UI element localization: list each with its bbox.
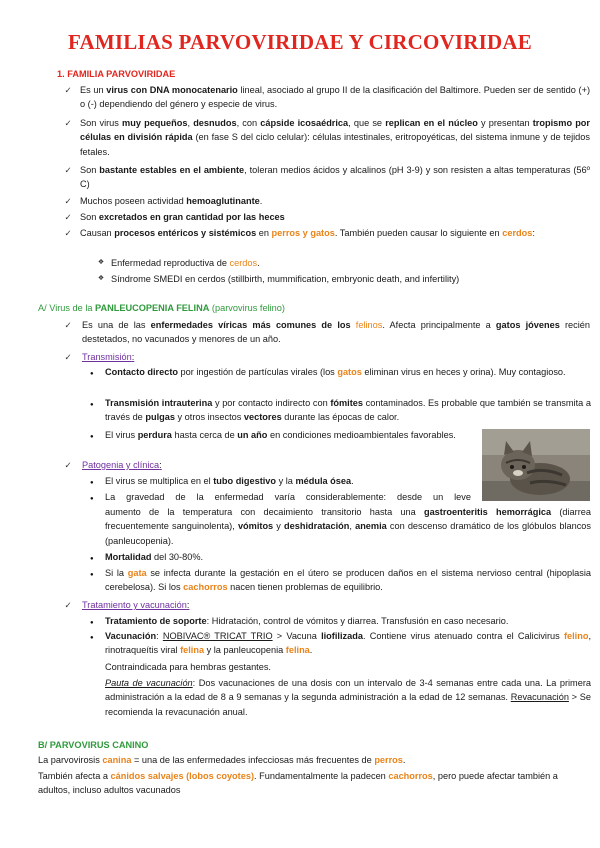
paragraph: También afecta a cánidos salvajes (lobos coyotes). Fundamentalmente la padecen cachorros, pero puede afectar también a adultos, incluso adultos vacunados	[38, 771, 558, 796]
list-item: Contacto directo por ingestión de partículas virales (los gatos eliminan virus en heces y orina). Muy contagioso.	[105, 367, 566, 377]
list-item: Es un virus con DNA monocatenario lineal, asociado al grupo II de la clasificación del Baltimore. Pueden ser de sentido (+) o (-) dependiendo del género y especie de virus.	[80, 85, 590, 110]
diamond-bullet-icon	[96, 256, 106, 270]
list-item-continuation: aumento de la temperatura con decaimiento transitorio hasta una gastroenteritis hemorrágica (diarrea frecuentemente sanguinolenta), vómitos y deshidratación, anemia con descenso dramático de los glóbulos blancos (panleucopenia).	[105, 507, 591, 546]
check-icon	[62, 210, 74, 224]
bullet-icon	[90, 428, 94, 444]
section-heading-panleucopenia: A/ Virus de la PANLEUCOPENIA FELINA (parvovirus felino)	[38, 303, 285, 313]
list-item: Son bastante estables en el ambiente, toleran medios ácidos y alcalinos (pH 3-9) y son resisten a altas temperaturas (56º C)	[80, 165, 591, 190]
list-item: Tratamiento de soporte: Hidratación, control de vómitos y diarrea. Transfusión en caso necesario.	[105, 616, 509, 626]
check-icon	[62, 458, 74, 472]
diamond-bullet-icon	[96, 272, 106, 286]
section-heading-parvoviridae: 1. FAMILIA PARVOVIRIDAE	[57, 69, 176, 79]
page-title: FAMILIAS PARVOVIRIDAE Y CIRCOVIRIDAE	[68, 30, 532, 54]
check-icon	[62, 226, 74, 240]
sub-list-item: Enfermedad reproductiva de cerdos.	[111, 258, 260, 268]
bullet-icon	[90, 566, 94, 582]
list-item: El virus se multiplica en el tubo digestivo y la médula ósea.	[105, 476, 354, 486]
list-item: Transmisión intrauterina y por contacto indirecto con fómites contaminados. Es probable que también se transmita a través de pulgas y otros insectos vectores durante las épocas de calor.	[105, 398, 592, 423]
bullet-icon	[90, 365, 94, 381]
vaccination-schedule: Pauta de vacunación: Dos vacunaciones de una dosis con un intervalo de 3-4 semanas entre cada una. La primera administración a la edad de 8 a 9 semanas y la segunda administración a la edad de 12 semanas. Revacunación > Se recomienda la revacunación anual.	[105, 678, 591, 717]
check-icon	[62, 163, 74, 177]
list-item: Vacunación: NOBIVAC® TRICAT TRIO > Vacuna liofilizada. Contiene virus atenuado contra el Calicivirus felino, rinotraqueítis viral felina y la panleucopenia felina.	[105, 631, 591, 656]
bullet-icon	[90, 614, 94, 630]
sub-list-item: Síndrome SMEDI en cerdos (stillbirth, mummification, embryonic death, and infertility)	[111, 274, 460, 284]
tratamiento-heading: Tratamiento y vacunación:	[82, 600, 190, 610]
kitten-photo	[482, 429, 590, 501]
list-item: Si la gata se infecta durante la gestación en el útero se producen daños en el sistema nervioso central (hipoplasia cerebelosa). Si los cachorros nacen tienen problemas de equilibrio.	[105, 568, 591, 593]
list-item: Mortalidad del 30-80%.	[105, 552, 204, 562]
check-icon	[62, 318, 74, 332]
bullet-icon	[90, 396, 94, 412]
check-icon	[62, 83, 74, 97]
list-item: Son virus muy pequeños, desnudos, con cápside icosaédrica, que se replican en el núcleo y presentan tropismo por células en división rápida (en fase S del ciclo celular): células intestinales, eritropoyéticas, del sistema inmune y de tejidos fetales.	[80, 118, 590, 157]
list-item: Es una de las enfermedades víricas más comunes de los felinos. Afecta principalmente a gatos jóvenes recién destetados, no vacunados y menores de un año.	[82, 320, 590, 345]
check-icon	[62, 116, 74, 130]
check-icon	[62, 194, 74, 208]
bullet-icon	[90, 490, 94, 506]
bullet-icon	[90, 629, 94, 645]
list-item: Son excretados en gran cantidad por las heces	[80, 212, 285, 222]
bullet-icon	[90, 474, 94, 490]
check-icon	[62, 598, 74, 612]
contraindication-note: Contraindicada para hembras gestantes.	[105, 662, 271, 672]
list-item: La gravedad de la enfermedad varía considerablemente: desde un leve	[105, 492, 471, 502]
bullet-icon	[90, 550, 94, 566]
list-item: Causan procesos entéricos y sistémicos en perros y gatos. También pueden causar lo siguiente en cerdos:	[80, 228, 535, 238]
transmision-heading: Transmisión:	[82, 352, 135, 362]
section-heading-parvovirus-canino: B/ PARVOVIRUS CANINO	[38, 740, 149, 750]
patogenia-heading: Patogenia y clínica:	[82, 460, 162, 470]
paragraph: La parvovirosis canina = una de las enfermedades infecciosas más frecuentes de perros.	[38, 755, 406, 765]
list-item: Muchos poseen actividad hemoaglutinante.	[80, 196, 263, 206]
list-item: El virus perdura hasta cerca de un año en condiciones medioambientales favorables.	[105, 430, 456, 440]
check-icon	[62, 350, 74, 364]
